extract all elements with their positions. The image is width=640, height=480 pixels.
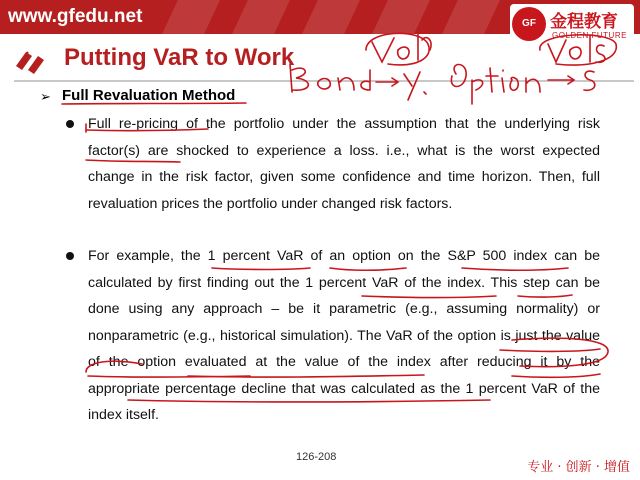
bullet-paragraph-2: For example, the 1 percent VaR of an option on the S&P 500 index can be calculated by first finding out the 1 percent VaR of the index. This step can be done using any approach – be it parametric (e.g., assuming normality) or nonparametric (e.g., historical simulation). The VaR of the option is just the value of the option evaluated at the value of the index after reducing it by the appropriate percentage decline that was calculated as the 1 percent VaR of the index itself. <box>88 248 600 423</box>
footer-slogan: 专业 · 创新 · 增值 <box>527 460 630 475</box>
hand-option <box>451 65 540 105</box>
page-number: 126-208 <box>296 451 337 463</box>
title-divider <box>14 80 634 82</box>
header-decoration <box>150 0 480 34</box>
logo-english-name: GOLDEN FUTURE <box>552 31 627 40</box>
logo-chinese-name: 金程教育 <box>550 12 618 32</box>
hand-y <box>404 72 426 100</box>
title-bullet-icon <box>14 46 48 76</box>
logo-emblem-icon: GF <box>512 7 546 41</box>
slide-title: Putting VaR to Work <box>64 44 295 71</box>
bullet-dot-icon <box>66 120 74 128</box>
subheading-arrow-icon: ➢ <box>40 89 51 104</box>
brand-logo <box>510 4 634 46</box>
bullet-paragraph-1: Full re-pricing of the portfolio under the assumption that the underlying risk factor(s) are shocked to experience a loss. i.e., what is the worst expected change in the risk factor, given some confidence and time horizon. Then, full revaluation prices the portfolio under changed risk factors. <box>88 116 600 212</box>
site-url: www.gfedu.net <box>8 6 143 27</box>
bullet-dot-icon <box>66 252 74 260</box>
hand-bond <box>290 64 370 92</box>
subheading: Full Revaluation Method <box>62 87 236 104</box>
